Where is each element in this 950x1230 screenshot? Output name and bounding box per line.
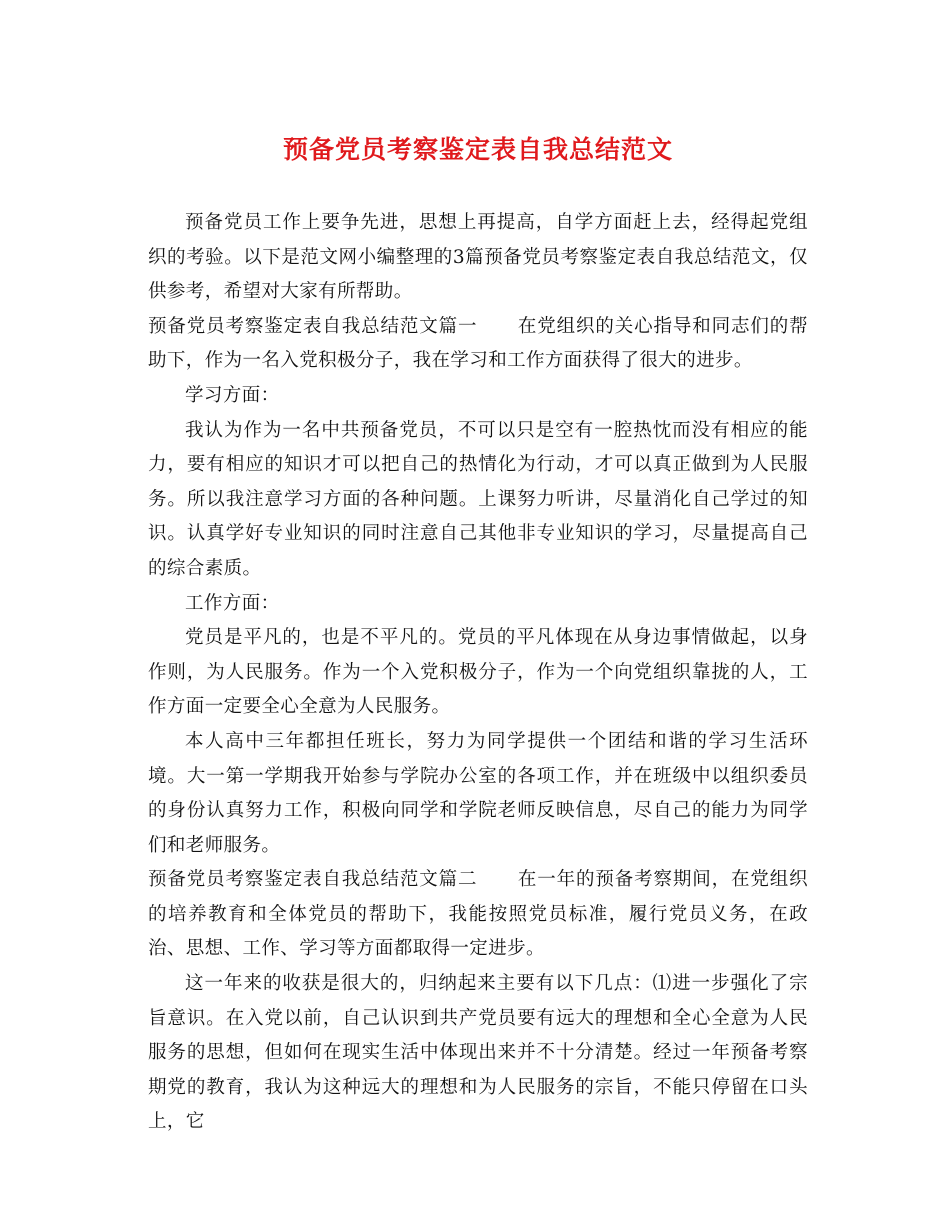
- part1-heading: 预备党员考察鉴定表自我总结范文篇一: [148, 315, 478, 337]
- work-label: 工作方面：: [185, 592, 280, 614]
- document-body: [148, 206, 808, 1140]
- study-label: 学习方面：: [185, 384, 280, 406]
- experience-paragraph: 本人高中三年都担任班长，努力为同学提供一个团结和谐的学习生活环境。大一第一学期我开始参与学院办公室的各项工作，并在班级中以组织委员的身份认真努力工作，积极向同学和学院老师反映信息，尽自己的能力为同学们和老师服务。: [148, 730, 808, 856]
- part1-lead: 在党组织的关心指导和同志们的帮助下，作为一名入党积极分子，我在学习和工作方面获得了很大的进步。: [148, 315, 808, 372]
- work-paragraph: 党员是平凡的，也是不平凡的。党员的平凡体现在从身边事情做起，以身作则，为人民服务。作为一个入党积极分子，作为一个向党组织靠拢的人，工作方面一定要全心全意为人民服务。: [148, 627, 808, 718]
- document-title: 预备党员考察鉴定表自我总结范文: [282, 135, 673, 164]
- part2-lead: 在一年的预备考察期间，在党组织的培养教育和全体党员的帮助下，我能按照党员标准，履行党员义务，在政治、思想、工作、学习等方面都取得一定进步。: [148, 869, 808, 960]
- part1-paragraph: [148, 310, 808, 379]
- part2-paragraph: [148, 863, 808, 967]
- study-paragraph: 我认为作为一名中共预备党员，不可以只是空有一腔热忱而没有相应的能力，要有相应的知识才可以把自己的热情化为行动，才可以真正做到为人民服务。所以我注意学习方面的各种问题。上课努力听讲，尽量消化自己学过的知识。认真学好专业知识的同时注意自己其他非专业知识的学习，尽量提高自己的综合素质。: [148, 419, 808, 579]
- gains-paragraph: 这一年来的收获是很大的，归纳起来主要有以下几点：⑴进一步强化了宗旨意识。在入党以前，自己认识到共产党员要有远大的理想和全心全意为人民服务的思想，但如何在现实生活中体现出来并不十分清楚。经过一年预备考察期党的教育，我认为这种远大的理想和为人民服务的宗旨，不能只停留在口头上，它: [148, 973, 808, 1133]
- part2-heading: 预备党员考察鉴定表自我总结范文篇二: [148, 869, 478, 891]
- intro-paragraph: 预备党员工作上要争先进，思想上再提高，自学方面赶上去，经得起党组织的考验。以下是范文网小编整理的3篇预备党员考察鉴定表自我总结范文，仅供参考，希望对大家有所帮助。: [148, 212, 808, 303]
